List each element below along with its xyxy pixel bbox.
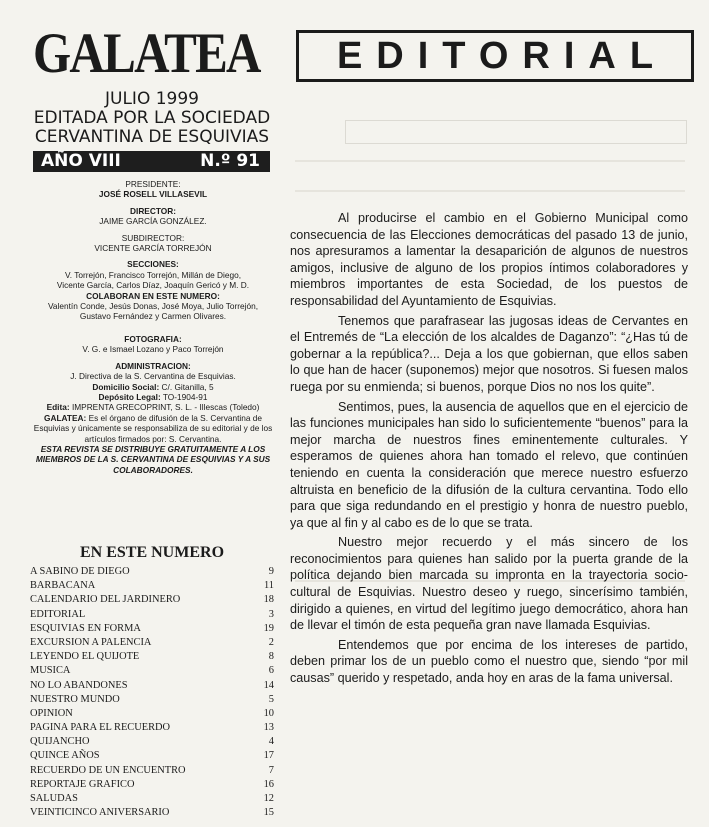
toc-entry-page: 10 — [263, 707, 274, 719]
toc-entry-label: RECUERDO DE UN ENCUENTRO — [30, 764, 186, 776]
presidente-name: JOSÉ ROSELL VILLASEVIL — [98, 189, 208, 200]
issue-date: JULIO 1999 — [105, 89, 199, 109]
ghost-box — [345, 120, 687, 144]
deposito-line — [26, 392, 280, 402]
subdirector-label: SUBDIRECTOR: — [121, 232, 185, 243]
galatea-label: GALATEA: — [44, 412, 87, 423]
director-label: DIRECTOR: — [130, 205, 176, 216]
publisher-line-1: EDITADA POR LA SOCIEDAD — [33, 108, 271, 128]
toc-entry-label: NO LO ABANDONES — [30, 679, 128, 691]
toc-entry-label: SALUDAS — [30, 793, 78, 804]
toc-entry-page: 3 — [268, 608, 274, 620]
issue-info — [33, 90, 271, 147]
toc-entry — [30, 707, 274, 721]
toc-entry-page: 9 — [268, 566, 274, 577]
subdirector-name: VICENTE GARCÍA TORREJÓN — [94, 243, 212, 254]
toc-entry-label: NUESTRO MUNDO — [30, 693, 120, 705]
issue-bar — [33, 151, 270, 172]
toc-entry-label: QUIJANCHO — [30, 736, 90, 748]
toc-entry — [30, 664, 274, 678]
editorial-article — [290, 210, 688, 690]
editorial-paragraph: Entendemos que por encima de los intereses de partido, deben primar los de un pueblo como el nuestro que, siendo “por mil causas” querido y respetado, anda hoy en aras de la fama universal. — [290, 637, 688, 686]
toc-entry — [30, 806, 274, 820]
edita-value: IMPRENTA GRECOPRINT, S. L. - Illescas (Toledo) — [71, 402, 260, 413]
deposito-label: Depósito Legal: — [98, 391, 161, 402]
toc-entry — [30, 792, 274, 806]
secciones-label: SECCIONES: — [127, 259, 179, 270]
magazine-title: GALATEA — [33, 22, 260, 85]
toc-entry-page: 2 — [268, 636, 274, 648]
toc-entry-label: PAGINA PARA EL RECUERDO — [30, 722, 171, 734]
editorial-paragraph: Tenemos que parafrasear las jugosas ideas de Cervantes en el Entremés de “La elección de los alcaldes de Daganzo”: “¿Has tú de gobernar a la república?... Deja a los que gobiernan, que ellos saben lo que han de hacer (suponemos) mejor que nosotros. Si fuesen malos ruega por su enmienda; si buenos, porque Dios no nos los quite”. — [290, 313, 688, 394]
domicilio-value: C/. Gitanilla, 5 — [161, 381, 214, 392]
staff-credits — [26, 179, 280, 475]
issue-number: N.º 91 — [200, 151, 260, 171]
toc-entry — [30, 622, 274, 636]
section-header-box — [296, 30, 694, 82]
edita-line — [26, 402, 280, 412]
toc-entry-page: 15 — [263, 807, 274, 819]
ghost-rule — [295, 190, 685, 192]
toc-entry — [30, 764, 274, 778]
editorial-paragraph: Al producirse el cambio en el Gobierno Municipal como consecuencia de las Elecciones democráticas del pasado 13 de junio, nos apresuramos a lamentar la desaparición de algunos de nuestros amigos, inclusive de alguno de los propios íntimos colaboradores y miembros importantes de esta Sociedad, de los puestos de responsabilidad del Ayuntamiento de Esquivias. — [290, 211, 688, 308]
editorial-paragraph: Nuestro mejor recuerdo y el más sincero de los reconocimientos para quienes han salido por la puerta grande de la política dejando bien marcada su impronta en la trayectoria socio-cultural de Esquivias. Nuestro deseo y ruego, sincerísimo también, dirigido a quienes, en virtud del legítimo juego democrático, ahora han de llevar el timón de esta pequeña gran nave llamada Esquivias. — [290, 535, 688, 633]
toc-entry — [30, 593, 274, 607]
toc-entry-page: 16 — [263, 778, 274, 790]
fotografia-names: V. G. e Ismael Lozano y Paco Torrejón — [82, 344, 224, 355]
secciones-line-2: Vicente García, Carlos Díaz, Joaquín Gericó y M. D. — [56, 280, 250, 291]
toc-entry-page: 18 — [263, 594, 274, 606]
toc-entry-label: OPINION — [30, 707, 73, 719]
toc-entry-label: MUSICA — [30, 665, 71, 677]
toc-entry-label: LEYENDO EL QUIJOTE — [30, 651, 140, 663]
toc-entry-page: 8 — [268, 651, 274, 663]
toc-entry-page: 5 — [268, 693, 274, 705]
edita-label: Edita: — [46, 402, 70, 413]
toc-entry-label: BARBACANA — [30, 580, 96, 592]
toc-entry — [30, 636, 274, 650]
fotografia-label: FOTOGRAFIA: — [124, 333, 182, 344]
toc-entry — [30, 721, 274, 735]
toc-entry — [30, 749, 274, 763]
toc-entry-label: CALENDARIO DEL JARDINERO — [30, 594, 181, 606]
domicilio-label: Domicilio Social: — [92, 381, 160, 392]
colaboran-label: COLABORAN EN ESTE NUMERO: — [86, 290, 220, 301]
distribution-notice-1: ESTA REVISTA SE DISTRIBUYE GRATUITAMENTE A LOS — [40, 443, 266, 454]
toc-entry-page: 12 — [263, 793, 274, 804]
galatea-text-1: Es el órgano de difusión de la S. Cervantina de — [88, 412, 262, 423]
toc-entry-page: 19 — [263, 622, 274, 634]
editorial-paragraph: Sentimos, pues, la ausencia de aquellos que en el ejercicio de las funciones municipales han sido lo suficientemente “buenos” para la mejor marcha de nuestros fines eminentemente culturales. Y esperamos de quienes ahora han tomado el relevo, que continúen teniendo en cuenta la consideración que merece nuestro esfuerzo altruista en beneficio de la difusión de la cultura cervantina. Todo ello para que siga redundando en el prestigio y honra de nuestro pueblo, ya que al fin y al cabo es de lo que se trata. — [290, 399, 688, 530]
colaboran-line-1: Valentín Conde, Jesús Donas, José Moya, Julio Torrejón, — [48, 301, 258, 312]
colaboran-line-2: Gustavo Fernández y Carmen Olivares. — [79, 311, 227, 322]
administracion-text: J. Directiva de la S. Cervantina de Esquivias. — [70, 371, 236, 382]
toc-entry-label: VEINTICINCO ANIVERSARIO — [30, 807, 170, 819]
toc-entry-label: A SABINO DE DIEGO — [30, 566, 130, 577]
toc-entry-page: 17 — [263, 750, 274, 762]
galatea-line-1 — [26, 413, 280, 423]
toc-entry-label: QUINCE AÑOS — [30, 750, 100, 762]
presidente-label: PRESIDENTE: — [125, 179, 181, 189]
toc-entry — [30, 650, 274, 664]
toc-entry-label: EXCURSION A PALENCIA — [30, 636, 152, 648]
distribution-notice-2: MIEMBROS DE LA S. CERVANTINA DE ESQUIVIAS Y A SUS — [35, 454, 271, 465]
administracion-label: ADMINISTRACION: — [115, 360, 191, 371]
toc-entry-label: REPORTAJE GRAFICO — [30, 778, 135, 790]
toc-entry-page: 7 — [268, 764, 274, 776]
galatea-text-3: artículos firmados por: S. Cervantina. — [84, 433, 222, 444]
issue-year: AÑO VIII — [41, 151, 121, 171]
publisher-line-2: CERVANTINA DE ESQUIVIAS — [34, 127, 270, 147]
deposito-value: TO-1904-91 — [162, 391, 208, 402]
toc-entry-page: 13 — [263, 722, 274, 734]
secciones-line-1: V. Torrejón, Francisco Torrejón, Millán de Diego, — [64, 269, 241, 280]
toc-entry — [30, 778, 274, 792]
toc-entry-page: 14 — [263, 679, 274, 691]
domicilio-line — [26, 382, 280, 392]
galatea-text-2: Esquivias y únicamente se responsabiliza de su editorial y de los — [33, 423, 273, 434]
ghost-rule — [295, 160, 685, 162]
toc-entry — [30, 693, 274, 707]
toc-entry — [30, 579, 274, 593]
toc-entry-label: ESQUIVIAS EN FORMA — [30, 622, 141, 634]
contents-title: EN ESTE NUMERO — [79, 544, 225, 561]
toc-entry-page: 6 — [268, 665, 274, 677]
distribution-notice-3: COLABORADORES. — [113, 464, 193, 475]
toc-entry-page: 11 — [263, 580, 274, 592]
section-header: EDITORIAL — [336, 34, 668, 77]
toc-entry — [30, 735, 274, 749]
table-of-contents — [30, 565, 274, 820]
toc-entry — [30, 679, 274, 693]
toc-entry — [30, 565, 274, 579]
director-name: JAIME GARCÍA GONZÁLEZ. — [99, 216, 207, 227]
toc-entry-page: 4 — [268, 736, 274, 748]
toc-entry — [30, 608, 274, 622]
toc-entry-label: EDITORIAL — [30, 608, 86, 620]
